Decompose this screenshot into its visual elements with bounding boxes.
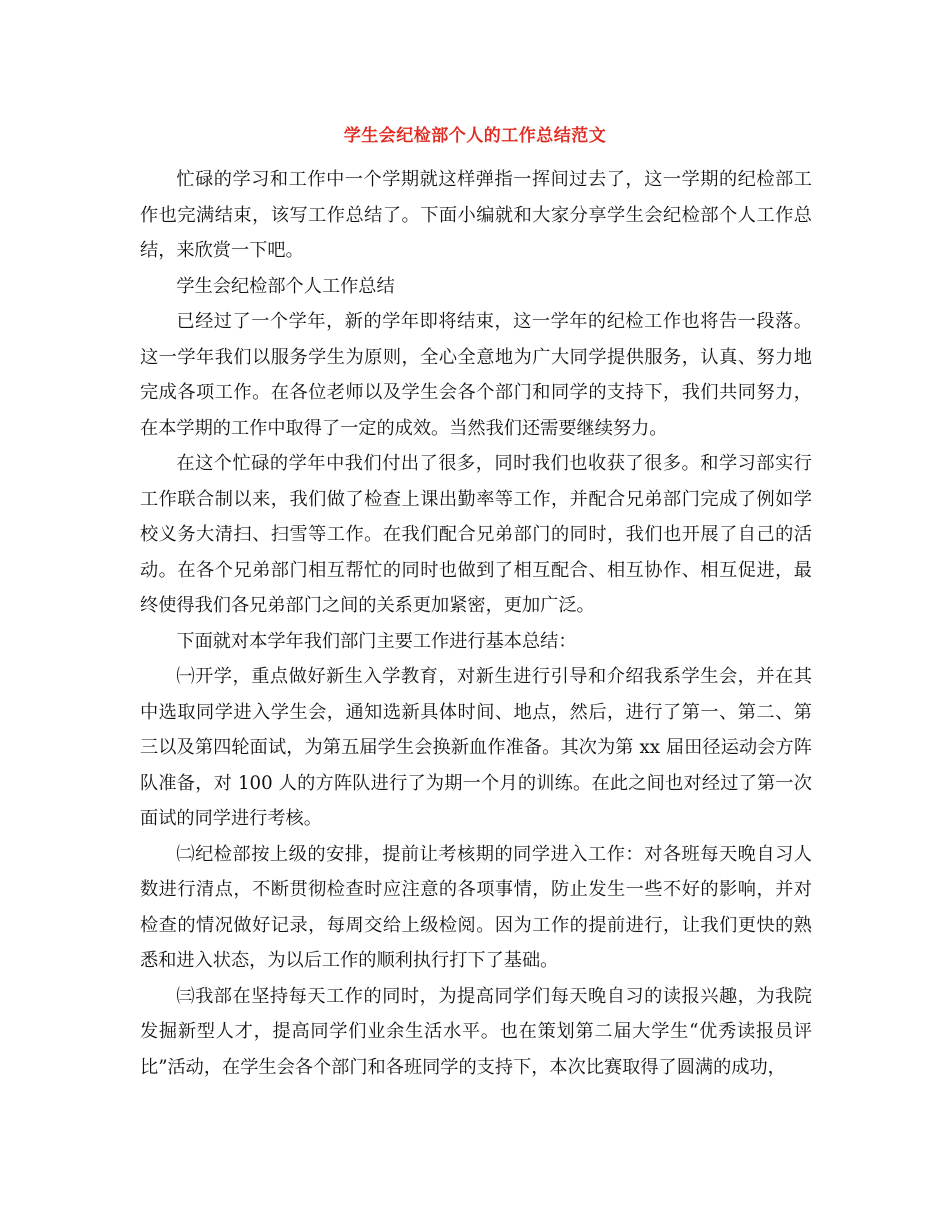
paragraph-summary-intro: 下面就对本学年我们部门主要工作进行基本总结： xyxy=(176,630,577,652)
paragraph-overview: 已经过了一个学年，新的学年即将结束，这一学年的纪检工作也将告一段落。这一学年我们以服务学生为原则，全心全意地为广大同学提供服务，认真、努力地完成各项工作。在各位老师以及学生会各个部门和同学的支持下，我们共同努力，在本学期的工作中取得了一定的成效。当然我们还需要继续努力。 xyxy=(140,311,812,439)
document-title: 学生会纪检部个人的工作总结范文 xyxy=(343,126,607,146)
paragraph-item-2: ㈡纪检部按上级的安排，提前让考核期的同学进入工作：对各班每天晚自习人数进行清点，不断贯彻检查时应注意的各项事情，防止发生一些不好的影响，并对检查的情况做好记录，每周交给上级检阅。因为工作的提前进行，让我们更快的熟悉和进入状态，为以后工作的顺利执行打下了基础。 xyxy=(140,843,812,971)
paragraph-cooperation: 在这个忙碌的学年中我们付出了很多，同时我们也收获了很多。和学习部实行工作联合制以来，我们做了检查上课出勤率等工作，并配合兄弟部门完成了例如学校义务大清扫、扫雪等工作。在我们配合兄弟部门的同时，我们也开展了自己的活动。在各个兄弟部门相互帮忙的同时也做到了相互配合、相互协作、相互促进，最终使得我们各兄弟部门之间的关系更加紧密，更加广泛。 xyxy=(140,453,812,616)
paragraph-intro: 忙碌的学习和工作中一个学期就这样弹指一挥间过去了，这一学期的纪检部工作也完满结束，该写工作总结了。下面小编就和大家分享学生会纪检部个人工作总结，来欣赏一下吧。 xyxy=(140,169,812,261)
paragraph-item-1: ㈠开学，重点做好新生入学教育，对新生进行引导和介绍我系学生会，并在其中选取同学进入学生会，通知选新具体时间、地点，然后，进行了第一、第二、第三以及第四轮面试，为第五届学生会换新血作准备。其次为第 xx 届田径运动会方阵队准备，对 100 人的方阵队进行了为期一个月的训练。在此之间也对经过了第一次面试的同学进行考核。 xyxy=(140,666,812,829)
document-body xyxy=(140,162,812,1085)
paragraph-item-3: ㈢我部在坚持每天工作的同时，为提高同学们每天晚自习的读报兴趣，为我院发掘新型人才，提高同学们业余生活水平。也在策划第二届大学生“优秀读报员评比”活动，在学生会各个部门和各班同学的支持下，本次比赛取得了圆满的成功， xyxy=(140,985,812,1078)
paragraph-subheading: 学生会纪检部个人工作总结 xyxy=(176,275,395,297)
